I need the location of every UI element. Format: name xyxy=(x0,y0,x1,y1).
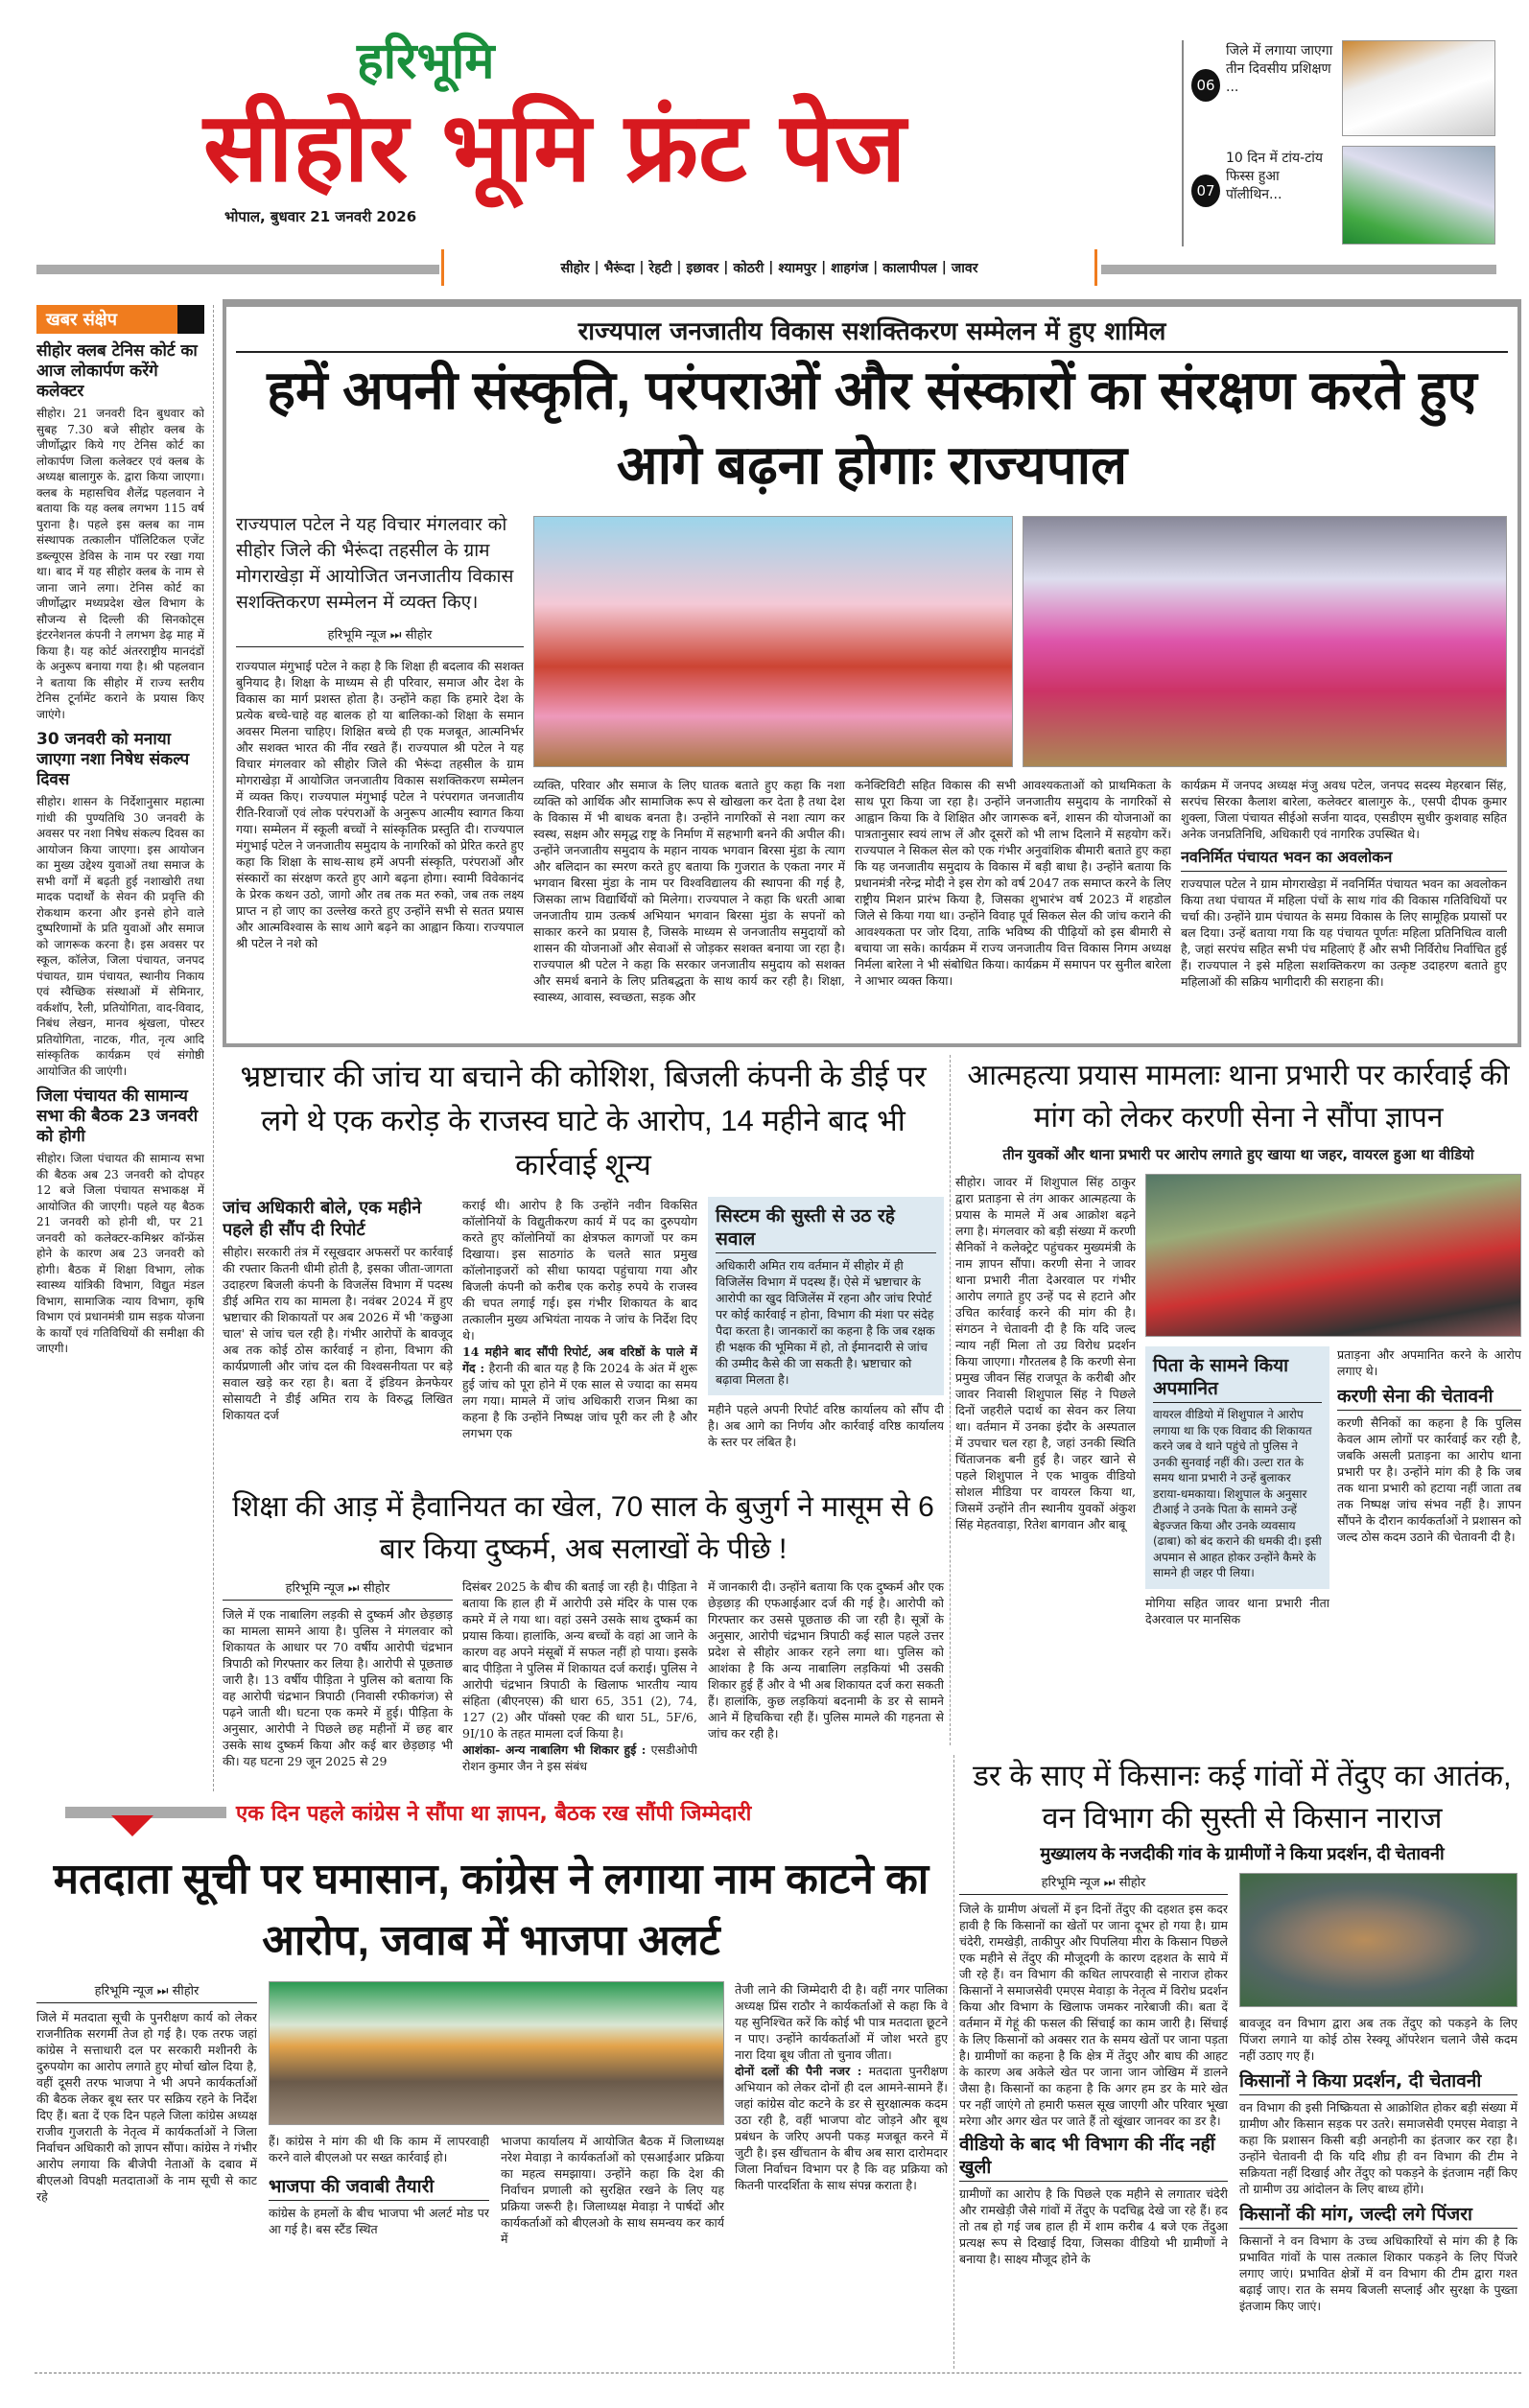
lead-subhead: नवनिर्मित पंचायत भवन का अवलोकन xyxy=(1181,846,1507,872)
nav-item[interactable]: भैरूंदा xyxy=(603,260,635,276)
nav-item[interactable]: कोठरी xyxy=(733,260,764,276)
brief-text: सीहोर। 21 जनवरी दिन बुधवार को सुबह 7.30 बजे सीहोर क्लब के जीर्णोद्धार किये गए टेनिस कोर्ट का लोकार्पण जिला कलेक्टर एवं क्लब के अध्यक्ष बालागुरु के. द्वारा किया जाएगा। क्लब के महासचिव शैलेंद्र पहलवान ने बताया कि यह क्लब लगभग 115 वर्ष पुराना है। पहले इस क्लब का नाम संस्थापक तत्कालीन पॉलिटिकल एजेंट डब्ल्यूएस डेविस के नाम पर रखा गया था। बाद में यह सीहोर क्लब के नाम से जाना जाने लगा। टेनिस कोर्ट का जीर्णोद्धार मध्यप्रदेश खेल विभाग के सौजन्य से दिल्ली की सिनकोट्स इंटरनेशनल कंपनी ने लगभग डेढ़ माह में किया है। यह कोर्ट अंतरराष्ट्रीय मानदंडों के अनुरूप बनाया गया है। श्री पहलवान ने बताया कि सीहोर में राज्य स्तरीय टेनिस टूर्नामेंट कराने के प्रयास किए जाएंगे। xyxy=(36,407,204,721)
lead-intro: राज्यपाल पटेल ने यह विचार मंगलवार को सीहोर जिले की भैरूंदा तहसील के ग्राम मोगराखेड़ा में आयोजित जनजातीय विकास सशक्तिकरण सम्मेलन में व्यक्त किए। xyxy=(236,514,514,613)
teaser-text: 10 दिन में टांय-टांय फिस्स हुआ पॉलीथिन... xyxy=(1226,151,1324,202)
video-subhead: वीडियो के बाद भी विभाग की नींद नहीं खुली xyxy=(959,2133,1228,2182)
congress-strap: एक दिन पहले कांग्रेस ने सौंपा था ज्ञापन, बैठक रख सौंपी जिम्मेदारी xyxy=(236,1802,752,1826)
cage-demand-subhead: किसानों की मांग, जल्दी लगे पिंजरा xyxy=(1239,2203,1517,2229)
dateline: भोपाल, बुधवार 21 जनवरी 2026 xyxy=(224,208,417,225)
strap-marker xyxy=(35,1801,226,1835)
brief-title: सीहोर क्लब टेनिस कोर्ट का आज लोकार्पण करेंगे कलेक्टर xyxy=(36,341,198,401)
congress-col-1 xyxy=(36,1981,257,2367)
congress-col-3: भाजपा कार्यालय में आयोजित बैठक में जिलाध्यक्ष नरेश मेवाड़ा ने कार्यकर्ताओं को एसआईआर प्रक्रिया का महत्व समझाया। उन्होंने कहा कि देश की निर्वाचन प्रणाली को सुरक्षित रखने के लिए यह प्रक्रिया जरूरी है। जिलाध्यक्ष मेवाड़ा ने पार्षदों और कार्यकर्ताओं को बीएलओ के साथ समन्वय कर कार्य में xyxy=(501,2134,724,2246)
news-brief-label: खबर संक्षेप xyxy=(36,305,204,334)
teaser-photo-polythene xyxy=(1342,146,1495,245)
divider: | xyxy=(676,260,682,275)
divider: | xyxy=(768,260,774,275)
abuse-text: एसडीओपी रोशन कुमार जैन ने इस संबंध xyxy=(462,1742,697,1773)
leopard-headline: डर के साए में किसानः कई गांवों में तेंदुए का आतंक, वन विभाग की सुस्ती से किसान नाराज xyxy=(973,1759,1512,1835)
teaser-panel xyxy=(1182,40,1529,246)
karni-col-3 xyxy=(1337,1346,1521,1745)
byline: हरिभूमि न्यूज ⏭ सीहोर xyxy=(223,1578,453,1601)
corruption-col-2 xyxy=(462,1197,697,1477)
teaser-06[interactable] xyxy=(1184,40,1529,136)
corruption-story[interactable] xyxy=(223,1055,944,1477)
strap-row xyxy=(35,1801,948,1835)
abuse-col-1 xyxy=(223,1578,453,1793)
corruption-text-b xyxy=(462,1344,697,1441)
corruption-headline: भ्रष्टाचार की जांच या बचाने की कोशिश, बिजली कंपनी के डीई पर लगे थे एक करोड़ के राजस्व घाटे के आरोप, 14 महीने बाद भी कार्रवाई शून्य xyxy=(240,1060,927,1181)
karni-photo-protest xyxy=(1145,1174,1521,1337)
abuse-story[interactable] xyxy=(223,1486,944,1793)
corruption-text: कराई थी। आरोप है कि उन्होंने नवीन विकसित कॉलोनियों के विद्युतीकरण कार्य में पद का दुरुपयोग करते हुए कॉलोनियों का क्षेत्रफल कागजों पर कम दिखाया। इस साठगांठ के चलते सात प्रमुख कॉलोनाइजरों को सीधा फायदा पहुंचाया गया और बिजली कंपनी को करीब एक करोड़ रुपये के राजस्व की चपत लगाई गई। इस गंभीर शिकायत के बाद तत्कालीन मुख्य अभियंता नायक ने जांच के निर्देश दिए थे। xyxy=(462,1198,697,1343)
byline: हरिभूमि न्यूज ⏭ सीहोर xyxy=(959,1873,1228,1895)
abuse-headline: शिक्षा की आड़ में हैवानियत का खेल, 70 साल के बुजुर्ग ने मासूम से 6 बार किया दुष्कर्म, अब सलाखों के पीछे ! xyxy=(232,1491,934,1565)
brief-text: सीहोर। शासन के निर्देशानुसार महात्मा गांधी की पुण्यतिथि 30 जनवरी के अवसर पर नशा निषेध संकल्प दिवस का आयोजन किया जाएगा। इस आयोजन का मुख्य उद्देश्य युवाओं तथा समाज के सभी वर्गों में बढ़ती हुई नशाखोरी तथा मादक पदार्थों के सेवन की प्रवृत्ति की रोकथाम करना और इनसे होने वाले दुष्परिणामों के प्रति युवाओं और समाज को जागरूक करना है। इस अवसर पर स्कूल, कॉलेज, जिला पंचायत, जनपद पंचायत, ग्राम पंचायत, स्थानीय निकाय एवं स्वैच्छिक संस्थाओं में सेमिनार, वर्कशॉप, रैली, प्रतियोगिता, वाद-विवाद, निबंध लेखन, मानव श्रृंखला, पोस्टर प्रतियोगिता, नाटक, गीत, नृत्य आदि सांस्कृतिक कार्यक्रम एवं संगोष्ठी आयोजित की जाएंगी। xyxy=(36,795,204,1078)
brief-title: जिला पंचायत की सामान्य सभा की बैठक 23 जनवरी को होगी xyxy=(36,1087,199,1146)
corruption-text: हैरानी की बात यह है कि 2024 के अंत में शुरू हुई जांच को पूरा होने में एक साल से ज्यादा का समय लग गया। मामले में जांच अधिकारी राजन मिश्रा का कहना है कि उन्होंने निष्पक्ष जांच पूरी कर ली है और लगभग एक xyxy=(462,1361,697,1440)
teaser-photo-meeting xyxy=(1342,40,1495,136)
masthead xyxy=(203,35,1172,226)
leopard-text: जिले के ग्रामीण अंचलों में इन दिनों तेंदुए की दहशत इस कदर हावी है कि किसानों का खेतों पर जाना दूभर हो गया है। ग्राम चंदेरी, रामखेड़ी, ताकीपुर और पिपलिया मीरा के किसान पिछले एक महीने से तेंदुए की मौजूदगी के कारण दहशत के साये में जी रहे हैं। वन विभाग की कथित लापरवाही से नाराज होकर किसानों ने समाजसेवी एमएस मेवाड़ा के नेतृत्व में विरोध प्रदर्शन किया और विभाग के खिलाफ जमकर नारेबाजी की। बता दें वर्तमान में गेहूं की फसल की सिंचाई का काम जारी है। सिंचाई के लिए किसानों को अक्सर रात के समय खेतों पर जाना पड़ता है। ग्रामीणों का कहना है कि क्षेत्र में तेंदुए और बाघ की आहट के कारण अब अकेले खेत पर जाना जान जोखिम में डालने जैसा है। किसानों का कहना है कि अगर हम डर के मारे खेत पर नहीं जाएंगे तो हमारी फसल सूख जाएगी और परिवार भूखा मरेगा और अगर खेत पर जाते हैं तो खूंखार जानवर का डर है। xyxy=(959,1902,1228,2128)
lead-headline: हमें अपनी संस्कृति, परंपराओं और संस्कारों का संरक्षण करते हुए आगे बढ़ना होगाः राज्यपाल xyxy=(267,360,1477,495)
divider: | xyxy=(594,260,600,275)
congress-text-b xyxy=(735,2063,948,2193)
brief-item[interactable] xyxy=(36,341,204,722)
brand-logo: हरिभूमि xyxy=(357,33,495,90)
nav-item[interactable]: इछावर xyxy=(686,260,719,276)
abuse-col-2 xyxy=(462,1578,697,1793)
column-divider xyxy=(953,1755,954,2369)
teaser-text: जिले में लगाया जाएगा तीन दिवसीय प्रशिक्षण ... xyxy=(1226,43,1333,95)
karni-body xyxy=(955,1174,1521,1745)
congress-text: कांग्रेस के हमलों के बीच भाजपा भी अलर्ट मोड पर आ गई है। बस स्टैंड स्थित xyxy=(269,2206,489,2236)
lead-col-2: व्यक्ति, परिवार और समाज के लिए घातक बताते हुए कहा कि नशा व्यक्ति को आर्थिक और सामाजिक रूप से खोखला कर देता है तथा देश के विकास में भी बाधक बनता है। उन्होंने नागरिकों से नशा त्याग कर स्वस्थ, सक्षम और समृद्ध राष्ट्र के निर्माण में सहभागी बनने की अपील की। उन्होंने जनजातीय समुदाय के महान नायक भगवान बिरसा मुंडा के त्याग और बलिदान का स्मरण करते हुए बताया कि गुजरात के एकता नगर में भगवान बिरसा मुंडा के नाम पर विश्वविद्यालय की स्थापना की गई है, जिसका लाभ विद्यार्थियों को मिलेगा। राज्यपाल ने कहा कि धरती आबा जनजातीय ग्राम उत्कर्ष अभियान भगवान बिरसा मुंडा के सपनों को साकार करने का प्रयास है, जिसके माध्यम से जनजातीय समुदायों को शासन की योजनाओं और सेवाओं से जोड़कर सशक्त बनाया जा रहा है। राज्यपाल श्री पटेल ने कहा कि सरकार जनजातीय समुदाय को सशक्त और समर्थ बनाने के लिए प्रतिबद्धता के साथ कार्य कर रही है। शिक्षा, स्वास्थ्य, आवास, स्वच्छता, सड़क और xyxy=(533,778,845,1004)
corruption-lead-in: 14 महीने बाद सौंपी रिपोर्ट, अब वरिष्ठों के पाले में गेंद : xyxy=(462,1344,697,1375)
divider: | xyxy=(723,260,729,275)
page-number-badge: 07 xyxy=(1191,175,1220,207)
nav-item[interactable]: कालापीपल xyxy=(882,260,937,276)
leopard-subhead: मुख्यालय के नजदीकी गांव के ग्रामीणों ने किया प्रदर्शन, दी चेतावनी xyxy=(1040,1844,1445,1863)
lead-col-4-text: कार्यक्रम में जनपद अध्यक्ष मंजु अवध पटेल, जनपद सदस्य मेहरबान सिंह, सरपंच सिरका कैलाश बारेला, कलेक्टर बालागुरु के., एसपी दीपक कुमार शुक्ला, जिला पंचायत सीईओ सर्जना यादव, एसडीएम सुधीर कुशवाह सहित अनेक जनप्रतिनिधि, अधिकारी एवं नागरिक उपस्थित थे। xyxy=(1181,778,1507,841)
area-nav xyxy=(441,249,1097,286)
box-text: अधिकारी अमित राय वर्तमान में सीहोर में ही विजिलेंस विभाग में पदस्थ हैं। ऐसे में भ्रष्टाचार के आरोपी का खुद विजिलेंस में रहना और जांच रिपोर्ट पर कोई कार्रवाई न होना, विभाग की मंशा पर संदेह पैदा करता है। जानकारों का कहना है कि जब रक्षक ही भक्षक की भूमिका में हो, तो ईमानदारी से जांच की उम्मीद कैसे की जा सकती है। भ्रष्टाचार को बढ़ावा मिलता है। xyxy=(716,1258,935,1387)
teaser-07[interactable] xyxy=(1184,146,1529,245)
congress-story[interactable] xyxy=(35,1801,948,2367)
leopard-text: बावजूद वन विभाग द्वारा अब तक तेंदुए को पकड़ने के लिए पिंजरा लगाने या कोई ठोस रेस्क्यू ऑपरेशन चलाने जैसे कदम नहीं उठाए गए हैं। xyxy=(1239,2016,1517,2063)
congress-headline: मतदाता सूची पर घमासान, कांग्रेस ने लगाया नाम काटने का आरोप, जवाब में भाजपा अलर्ट xyxy=(53,1856,929,1964)
father-humiliated-box xyxy=(1145,1346,1329,1589)
lead-body xyxy=(236,503,1508,1036)
corruption-col-3-wrap xyxy=(708,1197,944,1477)
lead-col-3: कनेक्टिविटी सहित विकास की सभी आवश्यकताओं को प्राथमिकता के साथ पूरा किया जा रहा है। उन्होंने जनजातीय समुदाय के नागरिकों से आह्वान किया कि वे शिक्षित और जागरूक बनें, शासन की योजनाओं का पात्रतानुसार स्वयं लाभ लें और दूसरों को भी लाभ दिलाने में सहयोग करें। राज्यपाल ने सिकल सेल को एक गंभीर अनुवांशिक बीमारी बताते हुए कहा कि यह जनजातीय समुदाय के विकास में बड़ी बाधा है। उन्होंने बताया कि प्रधानमंत्री नरेन्द्र मोदी ने इस रोग को वर्ष 2047 तक समाप्त करने के लिए राष्ट्रीय मिशन प्रारंभ किया है, जिसका शुभारंभ वर्ष 2023 में शहडोल जिले से किया गया था। उन्होंने विवाह पूर्व सिकल सेल की जांच कराने की आवश्यकता पर जोर दिया, ताकि भविष्य की पीढ़ियों को इस बीमारी से बचाया जा सके। कार्यक्रम में राज्य जनजातीय वित्त विकास निगम अध्यक्ष निर्मला बारेला ने भी संबोधित किया। कार्यक्रम में समापन पर सुनील बारेला ने आभार व्यक्त किया। xyxy=(855,778,1171,988)
lead-photo-dancers xyxy=(1023,516,1507,767)
leopard-story[interactable] xyxy=(959,1755,1525,2367)
nav-item[interactable]: रेहटी xyxy=(648,260,672,276)
news-brief-column xyxy=(36,305,204,1791)
box-title: पिता के सामने किया अपमानित xyxy=(1153,1354,1322,1403)
abuse-text: जिले में एक नाबालिग लड़की से दुष्कर्म और छेड़छाड़ का मामला सामने आया है। पुलिस ने मंगलवार को शिकायत के आधार पर 70 वर्षीय आरोपी चंद्रभान त्रिपाठी को गिरफ्तार कर लिया है। आरोपी से पूछताछ जारी है। 13 वर्षीय पीड़िता ने पुलिस को बताया कि वह आरोपी चंद्रभान त्रिपाठी (निवासी रफीकगंज) से पढ़ने जाती थी। घटना एक कमरे में हुई। पीड़िता के अनुसार, आरोपी ने पिछले छह महीनों में छह बार उसके साथ दुष्कर्म किया और कई बार छेड़छाड़ भी की। यह घटना 29 जून 2025 से 29 xyxy=(223,1607,453,1768)
brief-item[interactable] xyxy=(36,1087,204,1357)
divider: | xyxy=(821,260,827,275)
box-title: सिस्टम की सुस्ती से उठ रहे सवाल xyxy=(716,1204,936,1253)
lead-photo-stage xyxy=(533,516,1013,767)
congress-lead-in: दोनों दलों की पैनी नजर : xyxy=(735,2064,862,2078)
leopard-text: किसानों ने वन विभाग के उच्च अधिकारियों से मांग की है कि प्रभावित गांवों के पास तत्काल शिकार पकड़ने के लिए पिंजरे लगाए जाएं। प्रभावित क्षेत्रों में वन विभाग की टीम द्वारा गश्त बढ़ाई जाए। रात के समय बिजली सप्लाई और सुरक्षा के पुख्ता इंतजाम किए जाएं। xyxy=(1239,2233,1517,2313)
karni-subhead: तीन युवकों और थाना प्रभारी पर आरोप लगाते हुए खाया था जहर, वायरल हुआ था वीडियो xyxy=(1002,1146,1474,1163)
chevron-down-icon xyxy=(111,1815,153,1836)
byline: हरिभूमि न्यूज ⏭ सीहोर xyxy=(236,625,524,647)
lead-subtext: राज्यपाल पटेल ने ग्राम मोगराखेड़ा में नवनिर्मित पंचायत भवन का अवलोकन किया तथा पंचायत में महिला पंचों के साथ गांव की विकास गतिविधियों पर चर्चा की। उन्होंने ग्राम पंचायत के समग्र विकास के लिए सामूहिक प्रयासों पर बल दिया। उन्हें बताया गया कि यह पंचायत पूर्णतः महिला प्रतिनिधित्व वाली है, जहां सरपंच सहित सभी पंच महिलाएं हैं और सभी निर्विरोध निर्वाचित हुई हैं। राज्यपाल ने इसे महिला सशक्तिकरण का उत्कृष्ट उदाहरण बताते हुए महिलाओं की सक्रिय भागीदारी की सराहना की। xyxy=(1181,877,1507,989)
congress-photo-bjp-meeting xyxy=(269,1981,724,2125)
karni-story[interactable] xyxy=(955,1055,1521,1745)
protest-subhead: किसानों ने किया प्रदर्शन, दी चेतावनी xyxy=(1239,2069,1517,2095)
column-divider xyxy=(213,305,214,1791)
divider: | xyxy=(941,260,947,275)
page-title: सीहोर भूमि फ्रंट पेज xyxy=(203,91,906,203)
corruption-col-3: महीने पहले अपनी रिपोर्ट वरिष्ठ कार्यालय को सौंप दी है। अब आगे का निर्णय और कार्रवाई वरिष्ठ कार्यालय के स्तर पर लंबित है। xyxy=(708,1402,944,1449)
congress-text: हैं। कांग्रेस ने मांग की थी कि काम में लापरवाही करने वाले बीएलओ पर सख्त कार्रवाई हो। xyxy=(269,2134,489,2164)
nav-item[interactable]: सीहोर xyxy=(560,260,590,276)
divider: | xyxy=(873,260,879,275)
karni-text: करणी सैनिकों का कहना है कि पुलिस केवल आम लोगों पर कार्रवाई कर रही है, जबकि असली प्रताड़ना का आरोप थाना प्रभारी पर है। उन्होंने मांग की है कि जब तक थाना प्रभारी को हटाया नहीं जाता तब तक निष्पक्ष जांच संभव नहीं है। ज्ञापन सौंपने के दौरान कार्यकर्ताओं ने प्रशासन को जल्द ठोस कदम उठाने की चेतावनी दी है। xyxy=(1337,1415,1521,1544)
box-text: वायरल वीडियो में शिशुपाल ने आरोप लगाया था कि एक विवाद की शिकायत करने जब वे थाने पहुंचे तो पुलिस ने उनकी सुनवाई नहीं की। उल्टा रात के समय थाना प्रभारी ने उन्हें बुलाकर डराया-धमकाया। शिशुपाल के अनुसार टीआई ने उनके पिता के सामने उन्हें बेइज्जत किया और उनके व्यवसाय (ढाबा) को बंद कराने की धमकी दी। इसी अपमान से आहत होकर उन्होंने कैमरे के सामने ही जहर पी लिया। xyxy=(1153,1408,1322,1579)
abuse-body xyxy=(223,1578,944,1793)
brief-text: सीहोर। जिला पंचायत की सामान्य सभा की बैठक अब 23 जनवरी को दोपहर 12 बजे जिला पंचायत सभाकक्ष में आयोजित की जाएगी। पहले यह बैठक 21 जनवरी को होनी थी, पर 21 जनवरी को कलेक्टर-कमिश्नर कॉन्फ्रेंस होने के कारण अब 23 जनवरी को होगी। बैठक में शिक्षा विभाग, लोक स्वास्थ्य यांत्रिकी विभाग, विद्युत मंडल विभाग, सामाजिक न्याय विभाग, कृषि विभाग एवं प्रधानमंत्री ग्राम सड़क योजना के कार्यों एवं गतिविधियों की समीक्षा की जाएगी। xyxy=(36,1152,204,1355)
congress-col-2 xyxy=(269,2133,489,2367)
karni-col-2 xyxy=(1145,1346,1329,1745)
abuse-text-b xyxy=(462,1742,697,1774)
system-sluggishness-box xyxy=(708,1197,944,1395)
nav-item[interactable]: जावर xyxy=(951,260,978,276)
congress-body xyxy=(35,1981,948,2367)
brief-title: 30 जनवरी को मनाया जाएगा नशा निषेध संकल्प दिवस xyxy=(36,730,190,789)
page-number-badge: 06 xyxy=(1191,69,1220,102)
congress-mid-cols xyxy=(269,2133,724,2367)
lead-story[interactable] xyxy=(223,299,1521,1047)
karni-text-b: मोगिया सहित जावर थाना प्रभारी नीता देअरवाल पर मानसिक xyxy=(1145,1595,1329,1626)
divider: | xyxy=(639,260,645,275)
leopard-text: वन विभाग की इसी निष्क्रियता से आक्रोशित होकर बड़ी संख्या में ग्रामीण और किसान सड़क पर उतरे। समाजसेवी एमएस मेवाड़ा ने कहा कि प्रशासन किसी बड़ी अनहोनी का इंतजार कर रहा है। उन्होंने चेतावनी दी कि यदि शीघ्र ही वन विभाग की टीम ने सक्रियता नहीं दिखाई और तेंदुए को पकड़ने के इंतजाम नहीं किए तो ग्रामीण उग्र आंदोलन के लिए बाध्य होंगे। xyxy=(1239,2100,1517,2196)
nav-bar-left xyxy=(36,265,439,274)
karni-text: सीहोर। जावर में शिशुपाल सिंह ठाकुर द्वारा प्रताड़ना से तंग आकर आत्महत्या के प्रयास के मामले में अब आक्रोश बढ़ने लगा है। मंगलवार को बड़ी संख्या में करणी सैनिकों ने कलेक्ट्रेट पहुंचकर मुख्यमंत्री के नाम ज्ञापन सौंपा। करणी सेना ने जावर थाना प्रभारी नीता देअरवाल पर गंभीर आरोप लगाते हुए उन्हें पद से हटाने और उचित कार्रवाई करने की मांग की है। संगठन ने चेतावनी दी है कि यदि जल्द न्याय नहीं मिला तो उग्र विरोध प्रदर्शन किया जाएगा। गौरतलब है कि करणी सेना प्रमुख जीवन सिंह राजपूत के करीबी और जावर निवासी शिशुपाल सिंह ने पिछले दिनों जहरीले पदार्थ का सेवन कर लिया था। वर्तमान में उनका इंदौर के अस्पताल में उपचार चल रहा है, जहां उनकी स्थिति चिंताजनक बनी हुई है। जहर खाने से पहले शिशुपाल ने एक भावुक वीडियो सोशल मीडिया पर वायरल किया था, जिसमें उन्होंने तीन स्थानीय युवकों अंकुश सिंह मेहतवाड़ा, रितेश बागवान और बाबू xyxy=(955,1175,1136,1531)
nav-item[interactable]: शाहगंज xyxy=(831,260,869,276)
lead-kicker: राज्यपाल जनजातीय विकास सशक्तिकरण सम्मेलन में हुए शामिल xyxy=(577,317,1166,346)
leopard-text: ग्रामीणों का आरोप है कि पिछले एक महीने से लगातार चंदेरी और रामखेड़ी जैसे गांवों में तेंदुए के पदचिह्न देखे जा रहे हैं। हद तो तब हो गई जब हाल ही में शाम करीब 4 बजे एक तेंदुआ प्रत्यक्ष रूप से दिखाई दिया, जिसका वीडियो भी ग्रामीणों ने बनाया है। साक्ष्य मौजूद होने के xyxy=(959,2186,1228,2266)
karni-text: प्रताड़ना और अपमानित करने के आरोप लगाए थे। xyxy=(1337,1347,1521,1378)
lead-col-1: राज्यपाल मंगुभाई पटेल ने कहा है कि शिक्षा ही बदलाव की सशक्त बुनियाद है। शिक्षा के माध्यम से ही परिवार, समाज और देश के विकास का मार्ग प्रशस्त होता है। उन्होंने कहा कि हमारे देश के प्रत्येक बच्चे-चाहे वह बालक हो या बालिका-को शिक्षा के समान अवसर मिलना चाहिए। शिक्षित बच्चे ही एक मजबूत, आत्मनिर्भर और सशक्त भारत की नींव रखते हैं। राज्यपाल श्री पटेल ने यह विचार मंगलवार को सीहोर जिले की भैरूंदा तहसील के ग्राम मोगराखेड़ा में आयोजित जनजातीय विकास सशक्तिकरण सम्मेलन में व्यक्त किए। राज्यपाल मंगुभाई पटेल ने परंपरागत जनजातीय रीति-रिवाजों एवं लोक परंपराओं के अनुरूप आत्मीय स्वागत किया गया। सम्मेलन में स्कूली बच्चों ने सांस्कृतिक प्रस्तुति दी। राज्यपाल मंगुभाई पटेल ने जनजातीय समुदाय के नागरिकों को प्रेरित करते हुए कहा कि शिक्षा के साथ-साथ हमें अपनी संस्कृति, परंपराओं और संस्कारों का संरक्षण करते हुए आगे बढ़ना होगा। स्वामी विवेकानंद के प्रेरक कथन उठो, जागो और तब तक मत रुको, जब तक लक्ष्य प्राप्त न हो जाए का उल्लेख करते हुए उन्होंने सभी से सतत प्रयास और आत्मविश्वास के साथ आगे बढ़ने का आह्वान किया। राज्यपाल श्री पटेल ने नशे को xyxy=(236,659,524,950)
congress-text: मतदाता पुनरीक्षण अभियान को लेकर दोनों ही दल आमने-सामने हैं। जहां कांग्रेस वोट कटने के डर से सुरक्षात्मक कदम उठा रही है, वहीं भाजपा वोट जोड़ने और बूथ प्रबंधन के जरिए अपनी पकड़ मजबूत करने में जुटी है। इस खींचतान के बीच अब सारा दारोमदार जिला निर्वाचन विभाग पर है कि वह प्रक्रिया को कितनी पारदर्शिता के साथ संपन्न कराता है। xyxy=(735,2064,948,2192)
byline: हरिभूमि न्यूज ⏭ सीहोर xyxy=(36,1981,257,2003)
congress-text: जिले में मतदाता सूची के पुनरीक्षण कार्य को लेकर राजनीतिक सरगर्मी तेज हो गई है। एक तरफ जहां कांग्रेस ने सत्ताधारी दल पर सरकारी मशीनरी के दुरुपयोग का आरोप लगाते हुए मोर्चा खोल दिया है, वहीं दूसरी तरफ भाजपा ने भी अपने कार्यकर्ताओं की बैठक लेकर बूथ स्तर पर सक्रिय रहने के निर्देश दिए हैं। बता दें एक दिन पहले जिला कांग्रेस अध्यक्ष राजीव गुजराती के नेतृत्व में कार्यकर्ताओं ने जिला निर्वाचन अधिकारी को ज्ञापन सौंपा। कांग्रेस ने गंभीर आरोप लगाया कि बीजेपी नेताओं के दबाव में बीएलओ विपक्षी मतदाताओं के नाम सूची से काट रहे xyxy=(36,2010,257,2204)
leopard-body xyxy=(959,1873,1525,2367)
corruption-subhead: जांच अधिकारी बोले, एक महीने पहले ही सौंप दी रिपोर्ट xyxy=(223,1198,422,1240)
lead-col-4 xyxy=(1181,777,1507,1036)
corruption-text: सीहोर। सरकारी तंत्र में रसूखदार अफसरों पर कार्रवाई की रफ्तार कितनी धीमी होती है, इसका जीता-जागता उदाहरण बिजली कंपनी के विजलेंस विभाग में पदस्थ डीई अमित राय का मामला है। नवंबर 2024 में हुए भ्रष्टाचार की शिकायतों पर अब 2026 में भी 'कछुआ चाल' से जांच चल रही है। गंभीर आरोपों के बावजूद अब तक कोई ठोस कार्रवाई न होना, विभाग की कार्यप्रणाली और जांच दल की विश्वसनीयता पर बड़े सवाल खड़े कर रहा है। बता दें इंडियन क्रेनफेयर सोसायटी ने डीई अमित राय के विरुद्ध लिखित शिकायत दर्ज xyxy=(223,1245,453,1422)
karni-headline: आत्महत्या प्रयास मामलाः थाना प्रभारी पर कार्रवाई की मांग को लेकर करणी सेना ने सौंपा ज्ञापन xyxy=(967,1060,1510,1134)
nav-bar-right xyxy=(1101,265,1496,274)
column-divider xyxy=(950,1055,951,1745)
congress-text: तेजी लाने की जिम्मेदारी दी है। वहीं नगर पालिका अध्यक्ष प्रिंस राठौर ने कार्यकर्ताओं से कहा कि वे यह सुनिश्चित करें कि कोई भी पात्र मतदाता छूटने न पाए। उन्होंने कार्यकर्ताओं में जोश भरते हुए नारा दिया बूथ जीता तो चुनाव जीता। xyxy=(735,1982,948,2062)
congress-mid xyxy=(269,1981,724,2367)
leopard-col-1 xyxy=(959,1873,1228,2367)
leopard-photo xyxy=(1239,1873,1517,2007)
abuse-text: दिसंबर 2025 के बीच की बताई जा रही है। पीड़िता ने बताया कि हाल ही में आरोपी उसे मंदिर के पास एक कमरे में ले गया था। वहां उसने उसके साथ दुष्कर्म का प्रयास किया। हालांकि, अन्य बच्चों के वहां आ जाने के कारण वह अपने मंसूबों में सफल नहीं हो पाया। इसके बाद पीड़िता ने पुलिस में शिकायत दर्ज कराई। पुलिस ने आरोपी चंद्रभान त्रिपाठी के खिलाफ भारतीय न्याय संहिता (बीएनएस) की धारा 65, 351 (2), 74, 127 (2) और पॉक्सो एक्ट की धारा 5L, 5F/6, 9I/10 के तहत मामला दर्ज किया है। xyxy=(462,1579,697,1741)
bjp-response-subhead: भाजपा की जवाबी तैयारी xyxy=(269,2175,489,2201)
leopard-col-2 xyxy=(1239,2015,1517,2367)
brief-item[interactable] xyxy=(36,730,204,1079)
karni-warning-subhead: करणी सेना की चेतावनी xyxy=(1337,1385,1521,1411)
corruption-col-1 xyxy=(223,1197,453,1477)
congress-col-4 xyxy=(735,1981,948,2367)
corruption-body xyxy=(223,1197,944,1477)
nav-item[interactable]: श्यामपुर xyxy=(778,260,817,276)
leopard-col-2-wrap xyxy=(1239,1873,1517,2367)
abuse-col-3: में जानकारी दी। उन्होंने बताया कि एक दुष्कर्म और एक छेड़छाड़ की एफआईआर दर्ज की गई है। आरोपी को गिरफ्तार कर उससे पूछताछ की जा रही है। सूत्रों के अनुसार, आरोपी चंद्रभान त्रिपाठी कई साल पहले उत्तर प्रदेश से सीहोर आकर रहने लगा था। पुलिस को आशंका है कि अन्य नाबालिग लड़कियां भी उसकी शिकार हुई हैं और वे भी अब शिकायत दर्ज करा सकती हैं। हालांकि, कुछ लड़कियां बदनामी के डर से सामने आने में हिचकिचा रही हैं। पुलिस मामले की गहनता से जांच कर रही है। xyxy=(708,1579,944,1741)
abuse-lead-in: आशंका- अन्य नाबालिग भी शिकार हुई : xyxy=(462,1742,647,1757)
